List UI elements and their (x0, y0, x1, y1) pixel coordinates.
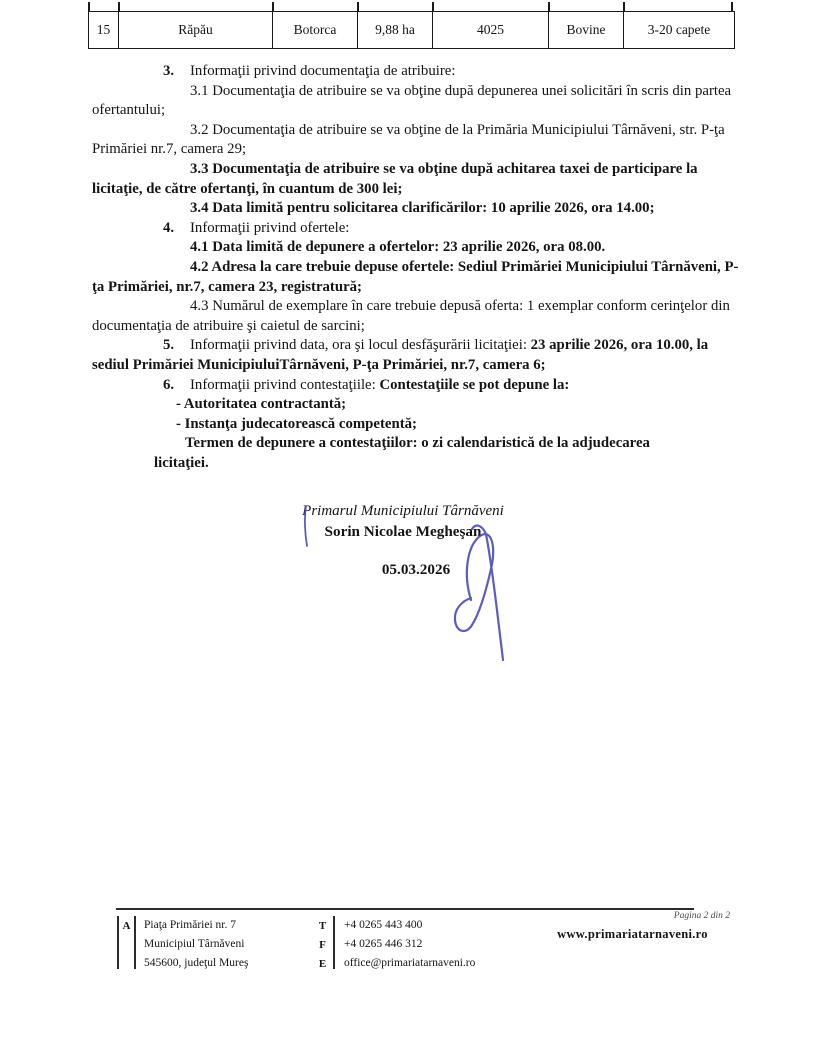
item-3-heading: 3. Informaţii privind documentaţia de atribuire: (163, 63, 456, 79)
phone-label: T (318, 920, 327, 932)
footer-divider (116, 908, 694, 910)
item-3-3-line2: licitaţie, de către ofertanţi, în cuantum de 300 lei; (92, 180, 403, 197)
item-3-4: 3.4 Data limită pentru solicitarea clarificărilor: 10 aprilie 2026, ora 14.00; (190, 200, 655, 217)
fax-label: F (319, 939, 326, 951)
signature-date: 05.03.2026 (381, 561, 451, 578)
table-cell-number: 4025 (433, 12, 549, 48)
signatory-title: Primarul Municipiului Târnăveni (302, 503, 504, 519)
email-label: E (318, 958, 327, 970)
footer-contact-block (316, 916, 475, 974)
table-cell-index: 15 (89, 12, 119, 48)
item-4-3-line1: 4.3 Numărul de exemplare în care trebuie depusă oferta: 1 exemplar conform cerinţelor din (190, 298, 730, 315)
table-cell-location: Botorca (273, 12, 358, 48)
address-line-3: 545600, judeţul Mureş (144, 957, 249, 969)
signature-block (290, 503, 516, 579)
address-line-2: Municipiul Târnăveni (144, 938, 245, 950)
item-6-termen-cont: licitaţiei. (154, 454, 209, 471)
document-body (92, 62, 752, 473)
item-5-line1: 5. Informaţii privind data, ora şi locul desfăşurării licitaţiei: 23 aprilie 2026, ora 10.00, la (163, 337, 709, 354)
table-row (88, 11, 735, 49)
item-6-termen: Termen de depunere a contestaţiilor: o zi calendaristică de la adjudecarea (185, 435, 650, 452)
item-4-2-line2: ţa Primăriei, nr.7, camera 23, registratură; (92, 278, 362, 295)
item-6-dash1: - Autoritatea contractantă; (176, 396, 347, 413)
address-line-1: Piaţa Primăriei nr. 7 (144, 919, 236, 931)
item-4-3-line2: documentaţia de atribuire şi caietul de sarcini; (92, 317, 365, 334)
item-4-heading: 4. Informaţii privind ofertele: (163, 219, 350, 236)
item-6-dash2: - Instanţa judecatorească competentă; (176, 415, 417, 432)
signatory-name: Sorin Nicolae Megheşan (324, 523, 482, 540)
table-cell-name: Răpău (119, 12, 273, 48)
item-3-1-line1: 3.1 Documentaţia de atribuire se va obţine după depunerea unei solicitări în scris din partea (190, 82, 732, 99)
item-3-1-line2: ofertantului; (92, 102, 166, 119)
page-number: Pagina 2 din 2 (673, 911, 730, 921)
item-4-2-line1: 4.2 Adresa la care trebuie depuse ofertele: Sediul Primăriei Municipiului Târnăveni, P- (190, 258, 739, 275)
item-3-2-line1: 3.2 Documentaţia de atribuire se va obţine de la Primăria Municipiului Târnăveni, str. P-ţa (190, 121, 725, 138)
item-3-3-line1: 3.3 Documentaţia de atribuire se va obţine după achitarea taxei de participare la (190, 160, 698, 177)
item-6-heading: 6. Informaţii privind contestaţiile: Contestaţiile se pot depune la: (163, 376, 570, 393)
phone-number: +4 0265 443 400 (344, 919, 423, 931)
footer-address-block (117, 916, 248, 973)
table-cell-capacity: 3-20 capete (647, 22, 711, 37)
fax-number: +4 0265 446 312 (344, 938, 423, 950)
address-label: A (122, 920, 131, 932)
website-url: www.primariatarnaveni.ro (557, 927, 708, 941)
item-3-2-line2: Primăriei nr.7, camera 29; (92, 141, 247, 158)
item-5-line2: sediul Primăriei MunicipiuluiTârnăveni, P-ţa Primăriei, nr.7, camera 6; (92, 356, 546, 373)
table-cell-animal-type: Bovine (549, 12, 624, 48)
item-4-1: 4.1 Data limită de depunere a ofertelor: 23 aprilie 2026, ora 08.00. (190, 239, 606, 256)
email-address: office@primariatarnaveni.ro (344, 957, 476, 969)
table-cell-area: 9,88 ha (358, 12, 433, 48)
